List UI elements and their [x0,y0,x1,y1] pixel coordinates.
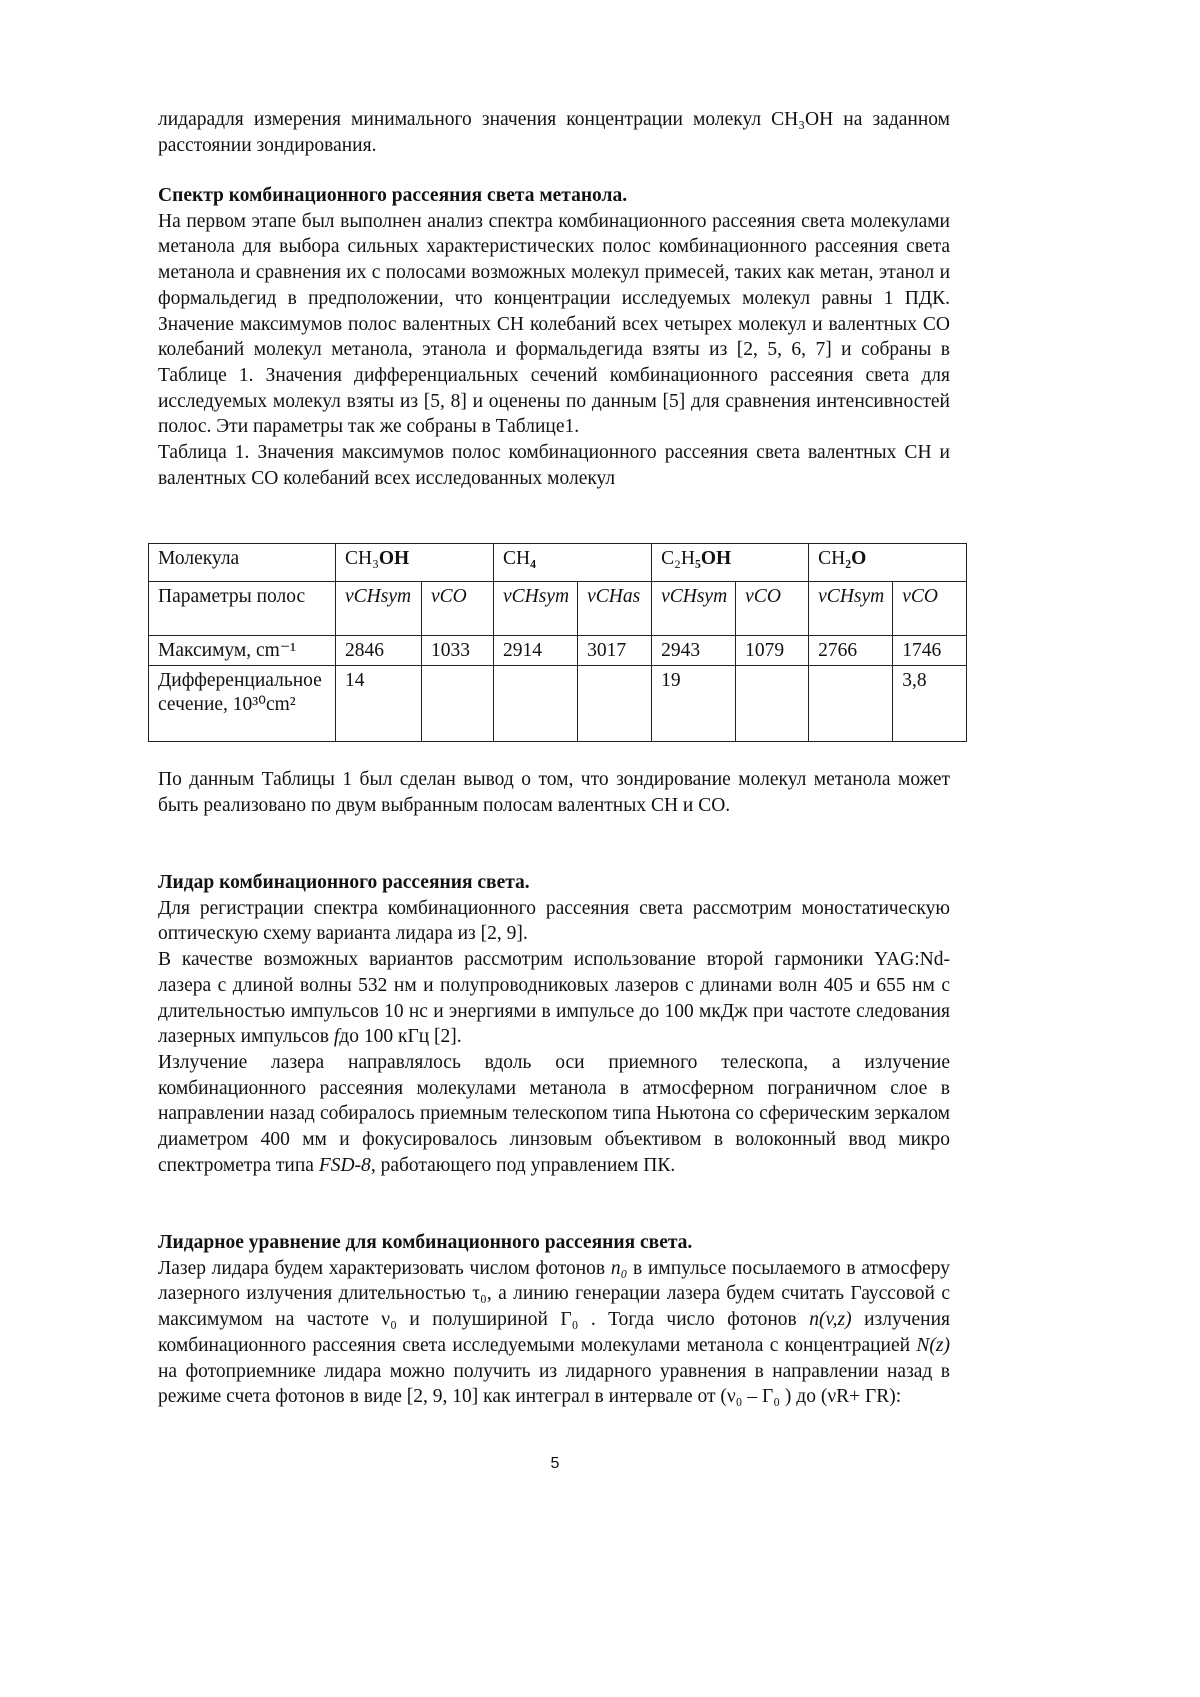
paragraph: Излучение лазера направлялось вдоль оси приемного телескопа, а излучение комбинационного рассеяния молекулами метанола в атмосферном пограничном слое в направлении назад собиралось приемным телескопом типа Ньютона со сферическим зеркалом диаметром 400 мм и фокусировалось линзовым объективом в волоконный ввод микро спектрометра типа FSD-8, работающего под управлением ПК. [158,1050,950,1179]
molecule-header: C₂H₅OH [652,544,809,582]
page-number: 5 [0,1455,1110,1473]
section-spectrum [158,183,950,491]
table-caption: Таблица 1. Значения максимумов полос комбинационного рассеяния света валентных CH и валентных CO колебаний всех исследованных молекул [158,440,950,491]
section-heading: Лидар комбинационного рассеяния света. [158,870,950,896]
section-heading: Лидарное уравнение для комбинационного рассеяния света. [158,1230,950,1256]
param-cell: νCO [893,582,967,636]
table-row: Параметры полос νCHsym νCO νCHsym νCHas νCHsym νCO νCHsym νCO [149,582,967,636]
intro-paragraph: лидарадля измерения минимального значения концентрации молекул CH₃OH на заданном расстоянии зондирования. [158,107,950,158]
param-cell: νCHsym [336,582,422,636]
section-heading: Спектр комбинационного рассеяния света метанола. [158,183,950,209]
param-cell: νCHsym [652,582,736,636]
molecule-header: CH₃OH [336,544,494,582]
table-row: Дифференциальное сечение, 10³⁰cm² 14 19 3,8 [149,666,967,742]
param-cell: νCO [736,582,809,636]
table-row: Максимум, cm⁻¹ 2846 1033 2914 3017 2943 1079 2766 1746 [149,636,967,666]
param-cell: νCHas [578,582,652,636]
section-lidar-equation [158,1230,950,1410]
paragraph: Лазер лидара будем характеризовать числом фотонов n₀ в импульсе посылаемого в атмосферу лазерного излучения длительностью τ₀, а линию генерации лазера будем считать Гауссовой с максимумом на частоте ν₀ и полушириной Γ₀ . Тогда число фотонов n(v,z) излучения комбинационного рассеяния света исследуемыми молекулами метанола с концентрацией N(z) на фотоприемнике лидара можно получить из лидарного уравнения в направлении назад в режиме счета фотонов в виде [2, 9, 10] как интеграл в интервале от (ν₀ – Γ₀ ) до (νR+ ΓR): [158,1256,950,1410]
molecule-header: CH₂O [809,544,967,582]
section-lidar [158,870,950,1178]
paragraph: На первом этапе был выполнен анализ спектра комбинационного рассеяния света молекулами метанола для выбора сильных характеристических полос комбинационного рассеяния света метанола и сравнения их с полосами возможных молекул примесей, таких как метан, этанол и формальдегид в предположении, что концентрации исследуемых молекул равны 1 ПДК. Значение максимумов полос валентных CH колебаний всех четырех молекул и валентных CO колебаний молекул метанола, этанола и формальдегида взяты из [2, 5, 6, 7] и собраны в Таблице 1. Значения дифференциальных сечений комбинационного рассеяния света для исследуемых молекул взяты из [5, 8] и оценены по данным [5] для сравнения интенсивностей полос. Эти параметры так же собраны в Таблице1. [158,209,950,440]
param-cell: νCHsym [809,582,893,636]
paragraph: В качестве возможных вариантов рассмотрим использование второй гармоники YAG:Nd- лазера с длиной волны 532 нм и полупроводниковых лазеров с длинами волн 405 и 655 нм с длительностью импульсов 10 нс и энергиями в импульсе до 100 мкДж при частоте следования лазерных импульсов fдо 100 кГц [2]. [158,947,950,1050]
param-cell: νCO [422,582,494,636]
conclusion-paragraph: По данным Таблицы 1 был сделан вывод о том, что зондирование молекул метанола может быть реализовано по двум выбранным полосам валентных CH и CO. [158,767,950,818]
table-row: Молекула CH₃OH CH₄ C₂H₅OH CH₂O [149,544,967,582]
table-1 [148,543,967,742]
molecule-header: CH₄ [494,544,652,582]
param-cell: νCHsym [494,582,578,636]
paragraph: Для регистрации спектра комбинационного рассеяния света рассмотрим моностатическую оптическую схему варианта лидара из [2, 9]. [158,896,950,947]
